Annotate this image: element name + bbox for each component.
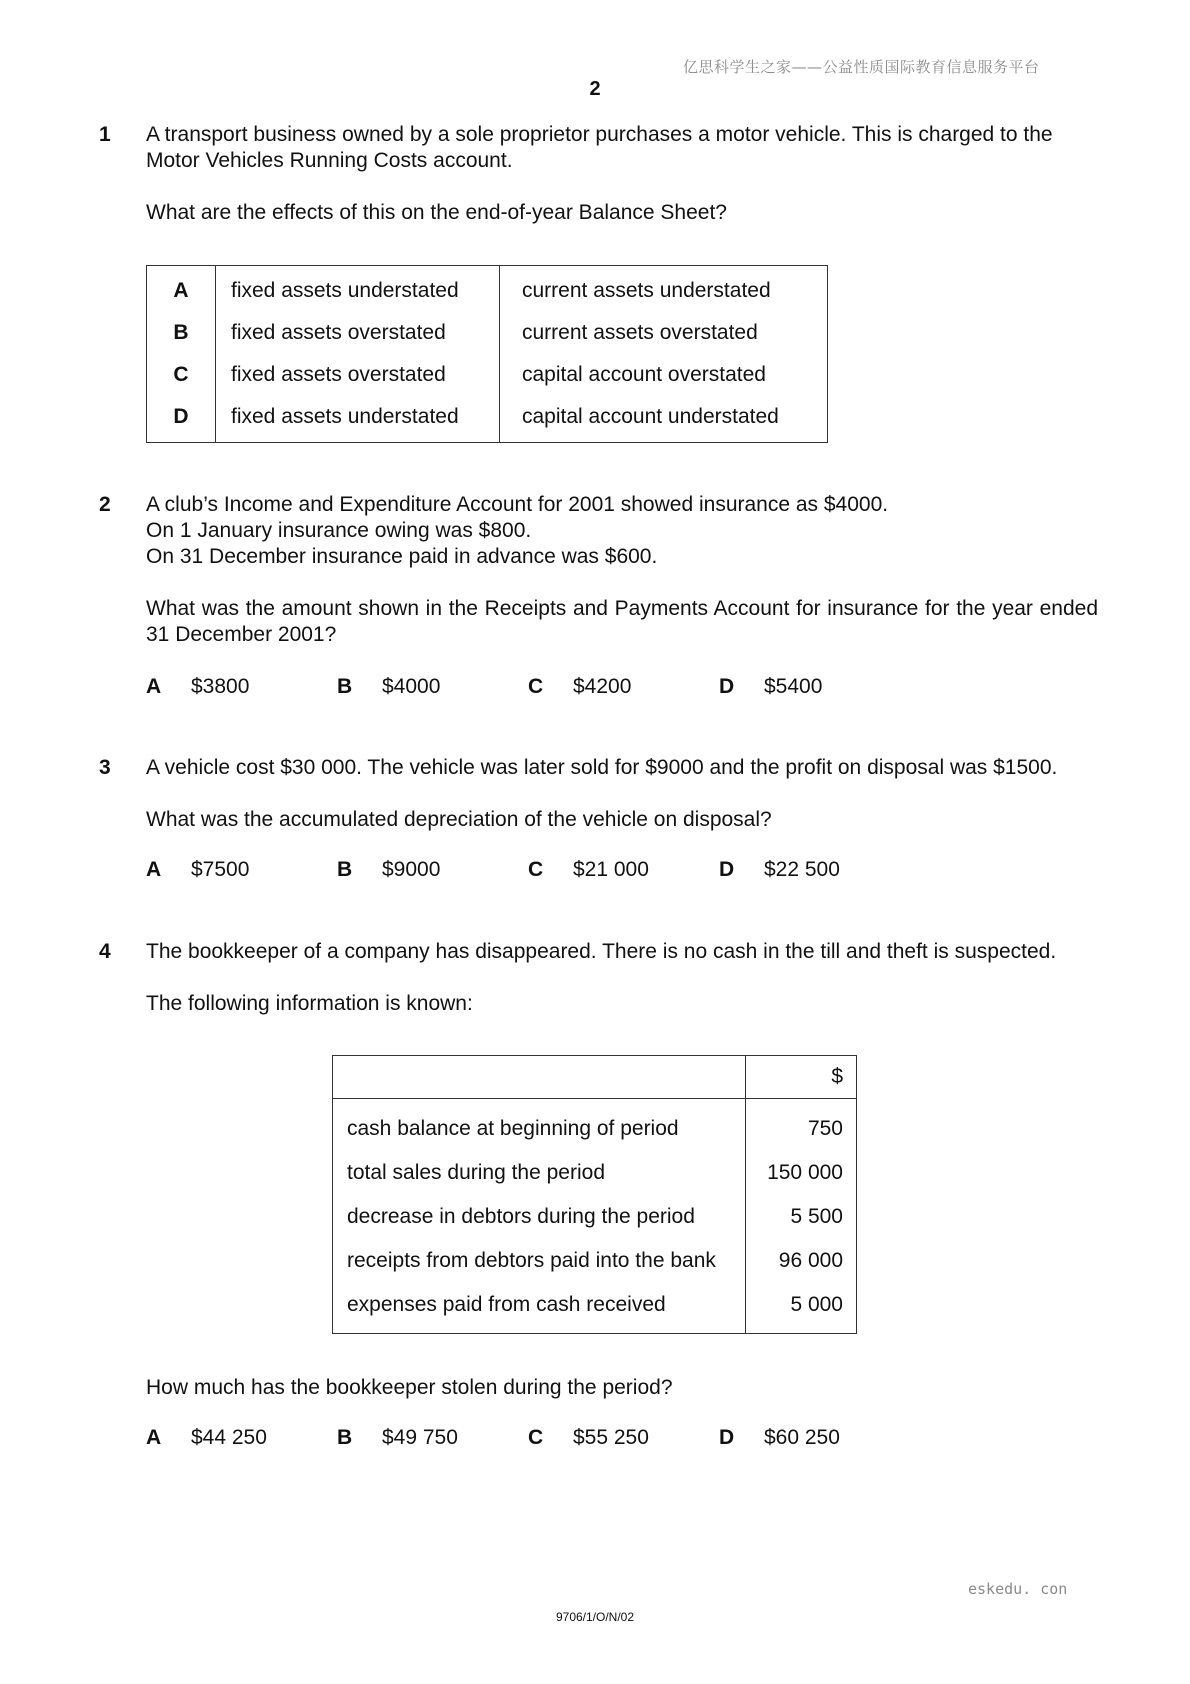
answer-option-d[interactable] [719,1425,840,1451]
question-1-prompt: What are the effects of this on the end-of-year Balance Sheet? [146,201,727,224]
question-1-number: 1 [99,123,111,146]
question-4-stem: The bookkeeper of a company has disappeared. There is no cash in the till and theft is suspected. [146,940,1057,963]
question-3-stem: A vehicle cost $30 000. The vehicle was later sold for $9000 and the profit on disposal was $1500. [146,756,1058,779]
question-4-number: 4 [99,940,111,963]
answer-value: $22 500 [764,858,840,881]
row-label: decrease in debtors during the period [333,1195,746,1239]
footer-paper-code: 9706/1/O/N/02 [555,1610,635,1624]
option-letter: A [147,266,216,313]
option-fixed-assets: fixed assets understated [216,396,500,443]
answer-letter: C [528,858,544,881]
option-letter: C [147,354,216,396]
row-amount: 5 500 [790,1205,843,1228]
answer-letter: D [719,1426,735,1449]
watermark-text: 亿思科学生之家——公益性质国际教育信息服务平台 [683,58,1040,76]
answer-letter: B [337,675,353,698]
answer-option-a[interactable] [146,1425,267,1451]
option-second-effect: current assets understated [522,279,771,302]
option-letter: B [147,312,216,354]
answer-letter: C [528,1426,544,1449]
row-label: receipts from debtors paid into the bank [333,1239,746,1283]
option-second-effect: current assets overstated [522,321,758,344]
option-row-c[interactable] [147,354,828,396]
answer-letter: A [146,858,162,881]
page-number: 2 [589,78,601,100]
row-label: cash balance at beginning of period [333,1099,746,1152]
answer-value: $49 750 [382,1426,458,1449]
row-amount: 96 000 [778,1249,843,1272]
option-row-d[interactable] [147,396,828,443]
table-row [333,1239,857,1283]
option-fixed-assets: fixed assets understated [216,266,500,313]
answer-letter: A [146,675,162,698]
answer-option-a[interactable] [146,857,249,883]
answer-option-c[interactable] [528,674,631,700]
answer-option-d[interactable] [719,857,840,883]
question-2-stem [146,492,1098,570]
answer-value: $60 250 [764,1426,840,1449]
answer-option-d[interactable] [719,674,822,700]
stem-line: A club’s Income and Expenditure Account for 2001 showed insurance as $4000. [146,493,889,516]
option-fixed-assets: fixed assets overstated [216,354,500,396]
answer-letter: A [146,1426,162,1449]
question-4-prompt: How much has the bookkeeper stolen during the period? [146,1376,673,1399]
row-label: total sales during the period [333,1151,746,1195]
question-1-options-table [146,265,828,443]
answer-letter: B [337,1426,353,1449]
option-row-b[interactable] [147,312,828,354]
question-3-number: 3 [99,756,111,779]
answer-option-b[interactable] [337,674,440,700]
question-2-number: 2 [99,493,111,516]
answer-letter: D [719,675,735,698]
footer-site-text: eskedu. con [968,1580,1068,1598]
answer-option-b[interactable] [337,1425,458,1451]
row-amount: 150 000 [767,1161,843,1184]
answer-letter: D [719,858,735,881]
answer-value: $4200 [573,675,632,698]
answer-value: $21 000 [573,858,649,881]
stem-line: Motor Vehicles Running Costs account. [146,149,513,172]
row-label: expenses paid from cash received [333,1283,746,1334]
answer-value: $7500 [191,858,250,881]
question-4-info-table [332,1055,857,1334]
option-second-effect: capital account overstated [522,363,766,386]
option-fixed-assets: fixed assets overstated [216,312,500,354]
question-1-stem [146,122,1098,174]
stem-line: On 1 January insurance owing was $800. [146,519,532,542]
option-letter: D [147,396,216,443]
table-header-blank [333,1056,746,1099]
question-3-prompt: What was the accumulated depreciation of the vehicle on disposal? [146,808,772,831]
stem-line: A transport business owned by a sole proprietor purchases a motor vehicle. This is charged to the [146,123,1053,146]
answer-option-c[interactable] [528,1425,649,1451]
answer-value: $9000 [382,858,441,881]
table-row [333,1195,857,1239]
question-4-intro: The following information is known: [146,992,473,1015]
table-currency-header: $ [746,1056,857,1099]
table-row [333,1283,857,1334]
table-row [333,1099,857,1152]
table-row [333,1151,857,1195]
answer-value: $3800 [191,675,250,698]
answer-value: $5400 [764,675,823,698]
row-amount: 750 [807,1117,843,1140]
answer-option-a[interactable] [146,674,249,700]
answer-option-c[interactable] [528,857,649,883]
answer-value: $4000 [382,675,441,698]
answer-value: $44 250 [191,1426,267,1449]
stem-line: On 31 December insurance paid in advance was $600. [146,545,658,568]
answer-value: $55 250 [573,1426,649,1449]
answer-letter: C [528,675,544,698]
row-amount: 5 000 [790,1293,843,1316]
option-second-effect: capital account understated [522,405,779,428]
answer-letter: B [337,858,353,881]
option-row-a[interactable] [147,266,828,313]
answer-option-b[interactable] [337,857,440,883]
question-2-prompt: What was the amount shown in the Receipts and Payments Account for insurance for the year ended 31 December 2001? [146,597,1098,646]
